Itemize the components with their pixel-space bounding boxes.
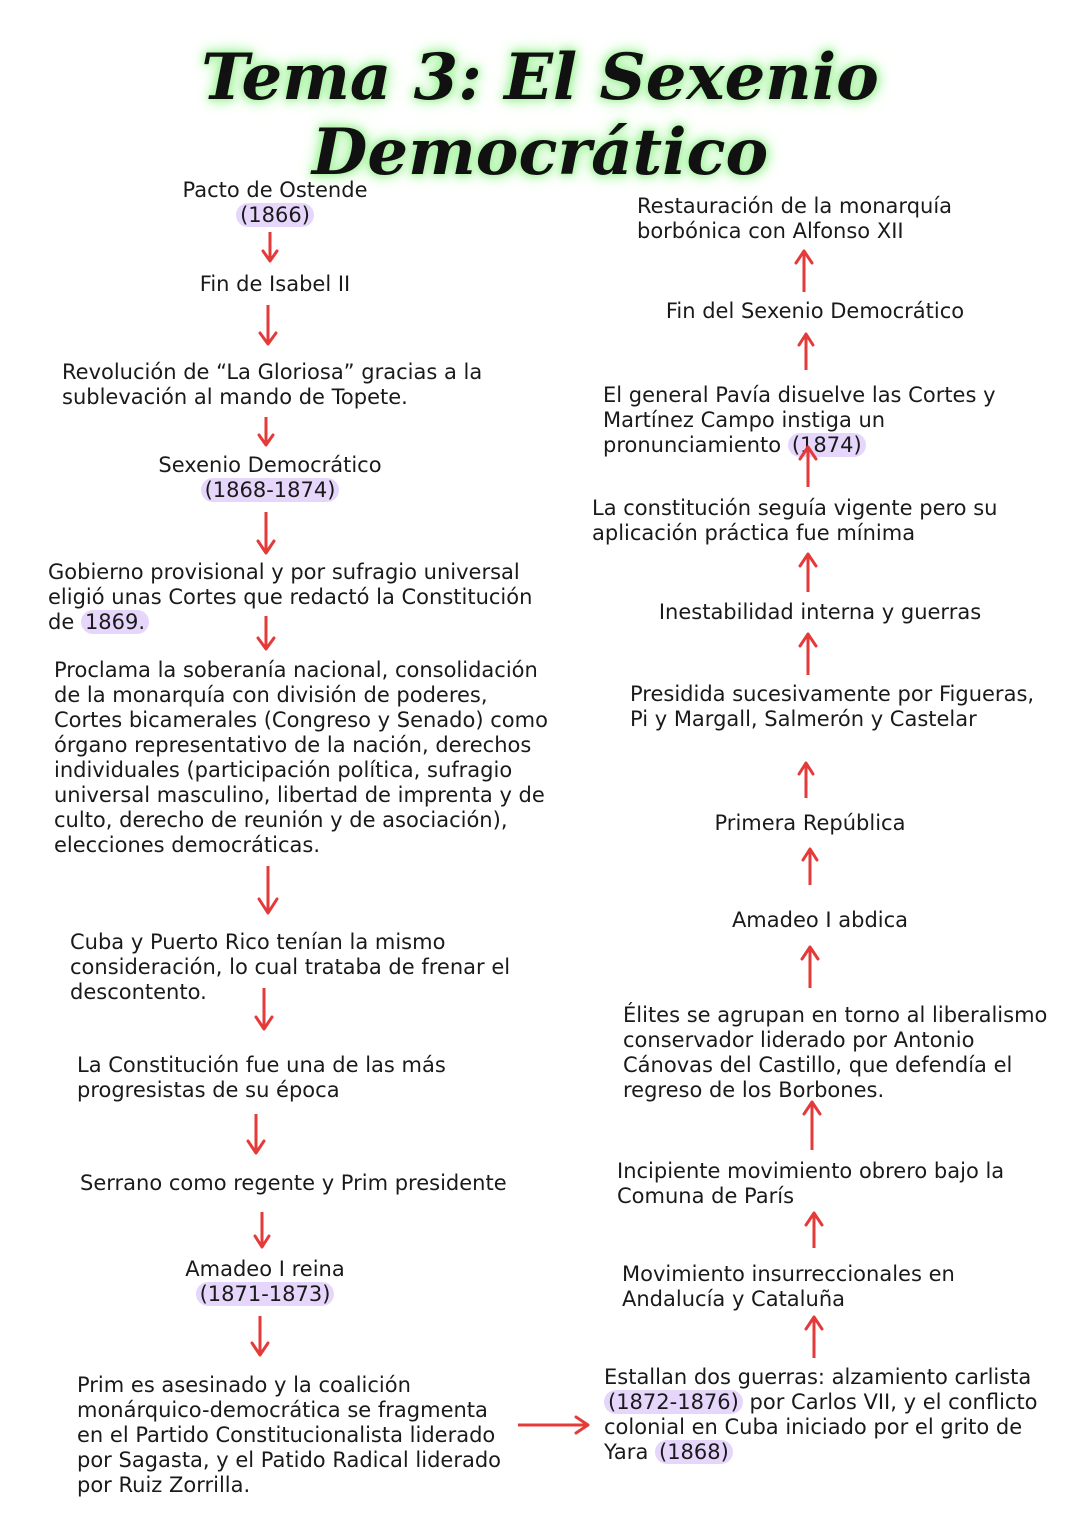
node-gobierno-provisional (48, 560, 548, 635)
page-title: Tema 3: El Sexenio Democrático (201, 40, 879, 190)
arrow-down-icon (260, 305, 276, 344)
node-amadeo-abdica (700, 908, 940, 933)
node-text: Serrano como regente y Prim presidente (80, 1171, 507, 1195)
node-text: Primera República (714, 811, 906, 835)
date-highlight: (1868) (655, 1440, 733, 1464)
node-text: Gobierno provisional y por sufragio universal eligió unas Cortes que redactó la Constitución de (48, 560, 533, 634)
node-elites (623, 1003, 1053, 1103)
date-highlight: (1872-1876) (604, 1390, 743, 1414)
arrow-up-icon (804, 1102, 820, 1150)
node-text: El general Pavía disuelve las Cortes y Martínez Campo instiga un pronunciamiento (603, 383, 996, 457)
arrow-down-icon (259, 417, 273, 445)
node-text: Presidida sucesivamente por Figueras, Pi y Margall, Salmerón y Castelar (630, 682, 1035, 731)
arrow-down-icon (255, 1212, 269, 1247)
node-text: Restauración de la monarquía borbónica con Alfonso XII (637, 194, 953, 243)
node-text: Proclama la soberanía nacional, consolidación de la monarquía con división de poderes, Cortes bicamerales (Congreso y Senado) como órgano representativo de la nación, derechos individuales (participación política, sufragio universal masculino, libertad de imprenta y de culto, derecho de reunión y de asociación), elecciones democráticas. (54, 658, 548, 857)
node-amadeo-reina (150, 1257, 380, 1307)
node-fin-sexenio (660, 299, 970, 324)
date-highlight: (1866) (236, 203, 314, 227)
arrow-down-icon (248, 1114, 264, 1153)
node-text: Fin de Isabel II (199, 272, 351, 296)
arrow-right-icon (518, 1417, 588, 1433)
date-highlight: (1868-1874) (201, 478, 340, 502)
node-presidida (630, 682, 1050, 732)
arrow-up-icon (799, 334, 813, 370)
node-pavia (603, 383, 1063, 458)
node-text: La constitución seguía vigente pero su aplicación práctica fue mínima (592, 496, 998, 545)
arrow-up-icon (800, 554, 816, 592)
node-text: Fin del Sexenio Democrático (665, 299, 965, 323)
arrow-down-icon (258, 512, 274, 553)
node-movimiento-insurreccional (622, 1262, 1042, 1312)
node-text: Movimiento insurreccionales en Andalucía y Cataluña (622, 1262, 955, 1311)
arrow-down-icon (263, 232, 277, 261)
node-text: por Carlos VII, y el conflicto colonial en Cuba iniciado por el grito de Yara (604, 1390, 1038, 1464)
arrow-up-icon (800, 634, 816, 675)
node-fin-isabel (170, 272, 380, 297)
node-text: Amadeo I abdica (731, 908, 909, 932)
date-highlight: 1869. (81, 610, 149, 634)
arrow-up-icon (799, 763, 813, 798)
node-text: Élites se agrupan en torno al liberalismo conservador liderado por Antonio Cánovas del Castillo, que defendía el regreso de los Borbones. (623, 1003, 1048, 1102)
arrow-up-icon (806, 1317, 822, 1358)
node-constitucion-progresista (77, 1053, 567, 1103)
arrow-up-icon (806, 1213, 822, 1248)
node-inestabilidad (650, 600, 990, 625)
node-text: Amadeo I reina (185, 1257, 345, 1281)
node-text: Prim es asesinado y la coalición monárquico-democrática se fragmenta en el Partido Constitucionalista liderado por Sagasta, y el Patido Radical liderado por Ruiz Zorrilla. (77, 1373, 502, 1497)
node-text: La Constitución fue una de las más progresistas de su época (77, 1053, 446, 1102)
node-restauracion (637, 194, 1057, 244)
node-prim-asesinado (77, 1373, 517, 1498)
node-text: Sexenio Democrático (158, 453, 382, 477)
arrow-down-icon (259, 866, 277, 913)
node-text: Inestabilidad interna y guerras (658, 600, 982, 624)
node-constitucion-vigente (592, 496, 1072, 546)
arrow-up-icon (796, 251, 812, 292)
node-text: Pacto de Ostende (182, 178, 368, 202)
node-cuba-puerto-rico (70, 930, 570, 1005)
node-movimiento-obrero (617, 1159, 1067, 1209)
arrow-up-icon (802, 947, 818, 988)
node-text: Revolución de “La Gloriosa” gracias a la sublevación al mando de Topete. (62, 360, 483, 409)
node-text: Estallan dos guerras: alzamiento carlista (604, 1365, 1032, 1389)
node-serrano-prim (80, 1171, 540, 1196)
date-highlight: (1874) (788, 433, 866, 457)
node-dos-guerras (604, 1365, 1044, 1465)
node-sexenio (150, 453, 390, 503)
node-primera-republica (690, 811, 930, 836)
node-proclama (54, 658, 554, 858)
date-highlight: (1871-1873) (196, 1282, 335, 1306)
arrow-down-icon (252, 1316, 268, 1355)
arrow-up-icon (803, 849, 817, 885)
node-text: Incipiente movimiento obrero bajo la Comuna de París (617, 1159, 1005, 1208)
node-gloriosa (62, 360, 562, 410)
node-pacto-ostende (170, 178, 380, 228)
node-text: Cuba y Puerto Rico tenían la mismo consideración, lo cual trataba de frenar el descontento. (70, 930, 511, 1004)
